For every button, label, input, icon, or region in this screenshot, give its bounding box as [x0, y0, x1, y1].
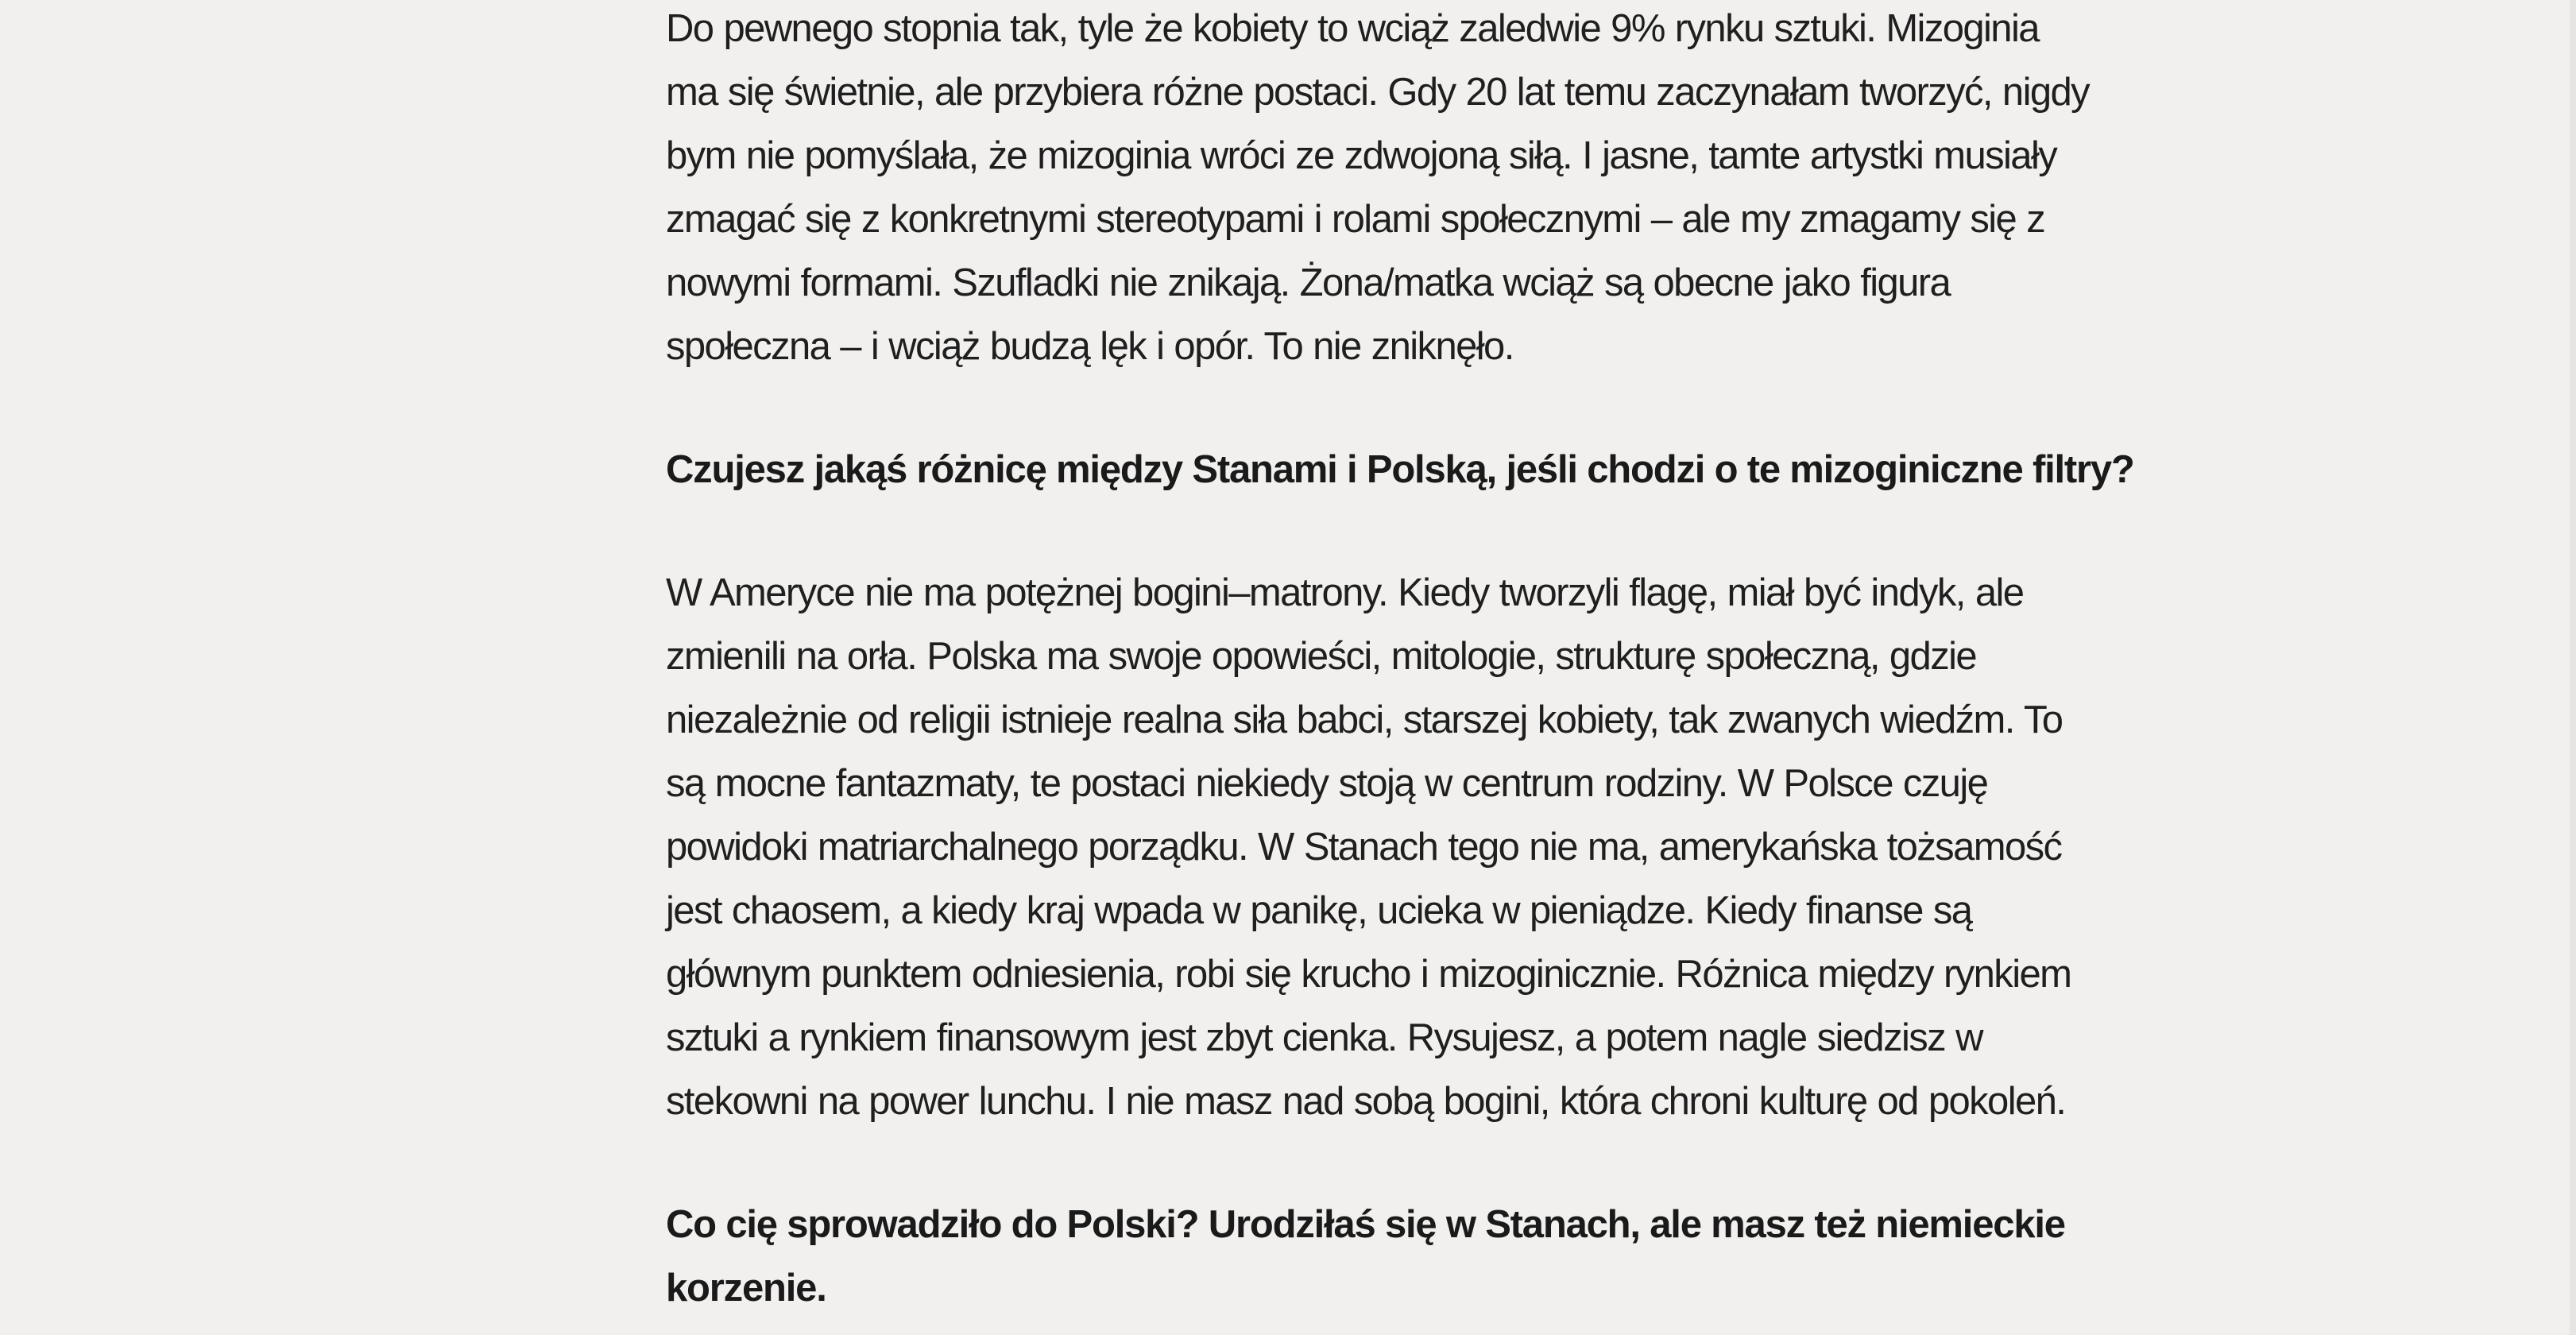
text-line: ma się świetnie, ale przybiera różne postaci. Gdy 20 lat temu zaczynałam tworzyć, nigdy: [666, 71, 2090, 114]
text-line: Co cię sprowadziło do Polski? Urodziłaś się w Stanach, ale masz też niemieckie: [666, 1203, 2065, 1246]
text-line: niezależnie od religii istnieje realna siła babci, starszej kobiety, tak zwanych wiedźm. To: [666, 698, 2063, 741]
text-line: stekowni na power lunchu. I nie masz nad sobą bogini, która chroni kulturę od pokoleń.: [666, 1080, 2066, 1123]
text-line: społeczna – i wciąż budzą lęk i opór. To nie zniknęło.: [666, 325, 1514, 368]
answer-paragraph-1: [666, 0, 2120, 378]
text-line: jest chaosem, a kiedy kraj wpada w panikę, ucieka w pieniądze. Kiedy finanse są: [666, 889, 1972, 932]
text-line: Czujesz jakąś różnicę między Stanami i Polską, jeśli chodzi o te mizoginiczne filtry?: [666, 448, 2134, 491]
interview-question-2: [666, 1193, 2120, 1320]
page-scrollbar[interactable]: [2570, 0, 2576, 1335]
text-line: bym nie pomyślała, że mizoginia wróci ze zdwojoną siłą. I jasne, tamte artystki musiały: [666, 134, 2057, 177]
text-line: korzenie.: [666, 1267, 826, 1310]
interview-question-1: [666, 438, 2134, 501]
text-line: głównym punktem odniesienia, robi się krucho i mizoginicznie. Różnica między rynkiem: [666, 953, 2071, 996]
text-line: W Ameryce nie ma potężnej bogini–matrony. Kiedy tworzyli flagę, miał być indyk, ale: [666, 571, 2024, 614]
answer-paragraph-2: [666, 561, 2120, 1133]
text-line: nowymi formami. Szufladki nie znikają. Żona/matka wciąż są obecne jako figura: [666, 261, 1951, 304]
text-line: są mocne fantazmaty, te postaci niekiedy stoją w centrum rodziny. W Polsce czuję: [666, 762, 1988, 805]
text-line: zmagać się z konkretnymi stereotypami i rolami społecznymi – ale my zmagamy się z: [666, 198, 2045, 241]
article-body: [666, 0, 2134, 1320]
text-line: powidoki matriarchalnego porządku. W Stanach tego nie ma, amerykańska tożsamość: [666, 826, 2062, 869]
text-line: Do pewnego stopnia tak, tyle że kobiety to wciąż zaledwie 9% rynku sztuki. Mizoginia: [666, 7, 2039, 50]
text-line: zmienili na orła. Polska ma swoje opowieści, mitologie, strukturę społeczną, gdzie: [666, 635, 1977, 678]
text-line: sztuki a rynkiem finansowym jest zbyt cienka. Rysujesz, a potem nagle siedzisz w: [666, 1016, 1982, 1059]
